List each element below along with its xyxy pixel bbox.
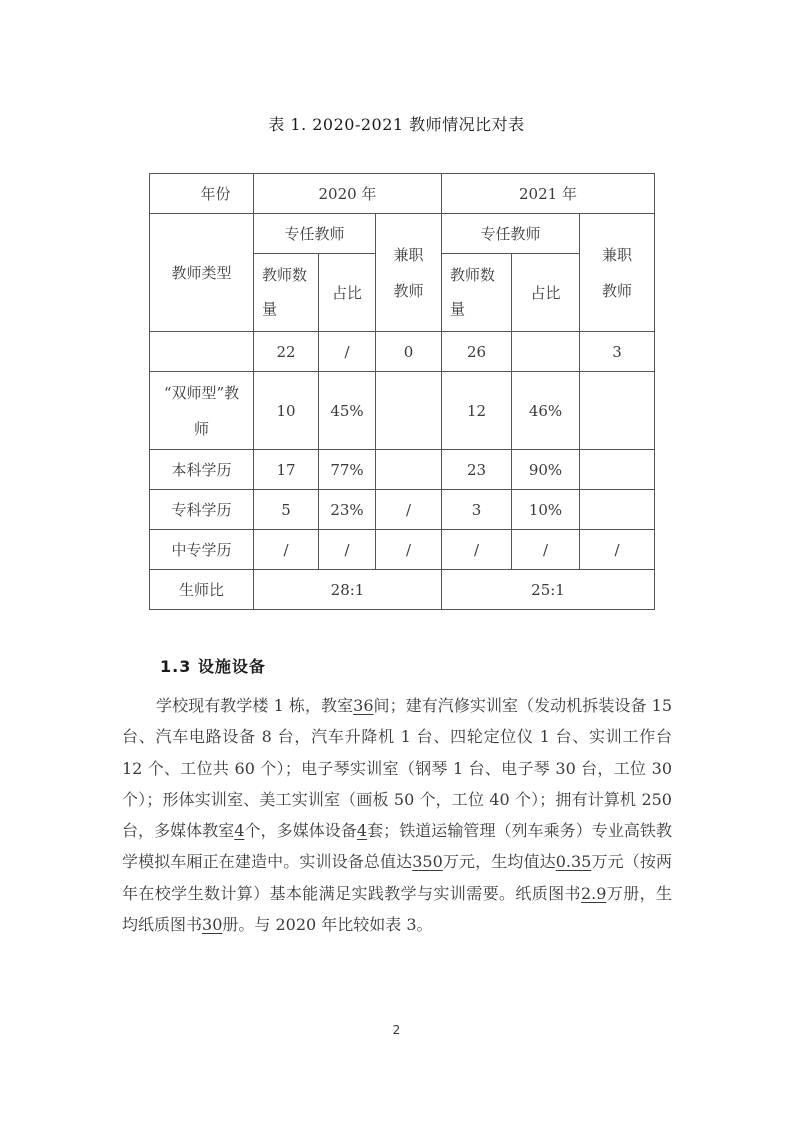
year-2021-header: 2021 年 [442,174,655,214]
table-row: 中专学历 / / / / / / [150,530,655,570]
teacher-type-header: 教师类型 [150,214,254,332]
page-number: 2 [392,1023,401,1037]
body-paragraph: 学校现有教学楼 1 栋，教室36间；建有汽修实训室（发动机拆装设备 15 台、汽车电路设备 8 台，汽车升降机 1 台、四轮定位仪 1 台、实训工作台 12 个、工位共 60 个）；电子琴实训室（钢琴 1 台、电子琴 30 台，工位 30 个）；形体实训室、美工实训室（画板 50 个，工位 40 个）；拥有计算机 250 台，多媒体教室4个，多媒体设备4套；铁道运输管理（列车乘务）专业高铁教学模拟车厢正在建造中。实训设备总值达350万元，生均值达0.35万元（按两年在校学生数计算）基本能满足实践教学与实训需要。纸质图书2.9万册，生均纸质图书30册。与 2020 年比较如表 3。 [122,696,672,935]
section-title: 1.3 设施设备 [160,657,266,676]
table-row: 22 / 0 26 3 [150,332,655,372]
ratio-2021-header: 占比 [512,254,580,332]
ratio-2020-value: 28:1 [254,570,442,610]
count-2020-header: 教师数量 [254,254,319,332]
ratio-2021-value: 25:1 [442,570,655,610]
year-2020-header: 2020 年 [254,174,442,214]
parttime-2020-header: 兼职教师 [376,214,442,332]
count-2021-header: 教师数量 [442,254,512,332]
table-row [150,570,655,610]
fulltime-2021-header: 专任教师 [442,214,580,254]
table-caption: 表 1. 2020-2021 教师情况比对表 [268,115,525,134]
table-row: 本科学历 17 77% 23 90% [150,450,655,490]
ratio-2020-header: 占比 [319,254,376,332]
parttime-2021-header: 兼职教师 [580,214,655,332]
table-row: “双师型”教师 10 45% 12 46% [150,372,655,450]
year-header-cell: 年份 [150,174,254,214]
fulltime-2020-header: 专任教师 [254,214,376,254]
teacher-comparison-table [149,173,655,610]
table-row: 专科学历 5 23% / 3 10% [150,490,655,530]
ratio-label: 生师比 [150,570,254,610]
